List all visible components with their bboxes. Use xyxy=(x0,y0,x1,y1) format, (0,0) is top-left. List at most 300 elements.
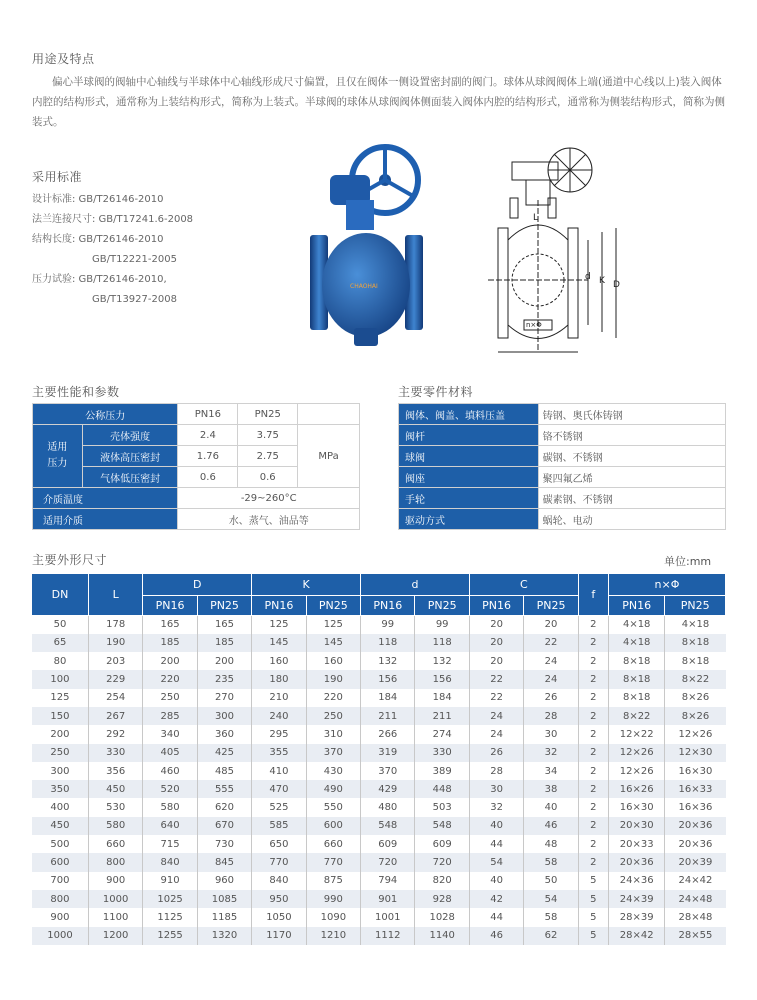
table-cell: 211 xyxy=(415,707,469,725)
table-cell: 12×26 xyxy=(608,744,664,762)
table-cell: 2 xyxy=(578,780,608,798)
table-cell: 20×39 xyxy=(665,853,726,871)
table-cell: 585 xyxy=(252,817,306,835)
table-cell: 530 xyxy=(88,798,142,816)
table-cell: 2 xyxy=(578,762,608,780)
table-cell: 2 xyxy=(578,707,608,725)
sub-pn16: PN16 xyxy=(252,595,306,615)
table-cell: 12×30 xyxy=(665,744,726,762)
table-cell: 20×33 xyxy=(608,835,664,853)
table-cell: 99 xyxy=(361,615,415,634)
table-cell: 2 xyxy=(578,817,608,835)
table-cell: 720 xyxy=(415,853,469,871)
part-material: 蜗轮、电动 xyxy=(538,509,725,530)
table-cell: 24 xyxy=(469,707,523,725)
table-cell: 38 xyxy=(524,780,578,798)
table-cell: 24 xyxy=(469,725,523,743)
table-cell: 8×22 xyxy=(608,707,664,725)
part-name: 阀杆 xyxy=(399,425,539,446)
table-cell: 165 xyxy=(143,615,197,634)
table-cell: 145 xyxy=(252,634,306,652)
sub-pn16: PN16 xyxy=(143,595,197,615)
standards-heading: 采用标准 xyxy=(32,170,83,184)
table-cell: 125 xyxy=(32,689,88,707)
table-cell: 356 xyxy=(88,762,142,780)
table-cell: 160 xyxy=(252,652,306,670)
table-row xyxy=(32,615,726,634)
table-cell: 1170 xyxy=(252,927,306,945)
table-cell: 58 xyxy=(524,908,578,926)
table-cell: 28×39 xyxy=(608,908,664,926)
table-cell: 44 xyxy=(469,908,523,926)
standard-line: GB/T13927-2008 xyxy=(92,294,177,305)
table-cell: 24×39 xyxy=(608,890,664,908)
table-cell: 48 xyxy=(524,835,578,853)
performance-table xyxy=(32,403,360,530)
table-cell: 200 xyxy=(32,725,88,743)
table-cell: 405 xyxy=(143,744,197,762)
table-cell: 715 xyxy=(143,835,197,853)
table-cell: 900 xyxy=(88,872,142,890)
table-row xyxy=(32,817,726,835)
part-material: 铬不锈钢 xyxy=(538,425,725,446)
part-name: 球阀 xyxy=(399,446,539,467)
table-cell: 2 xyxy=(578,634,608,652)
table-cell: 270 xyxy=(197,689,251,707)
valve-photo xyxy=(300,140,460,355)
table-cell: 210 xyxy=(252,689,306,707)
table-cell: 300 xyxy=(32,762,88,780)
table-cell: 185 xyxy=(197,634,251,652)
table-cell: 580 xyxy=(143,798,197,816)
part-material: 碳素钢、不锈钢 xyxy=(538,488,725,509)
table-cell: 100 xyxy=(32,670,88,688)
table-cell: 490 xyxy=(306,780,360,798)
table-cell: 180 xyxy=(252,670,306,688)
table-row xyxy=(32,780,726,798)
medium-temp-label: 介质温度 xyxy=(33,488,178,509)
table-cell: 235 xyxy=(197,670,251,688)
col-f: f xyxy=(578,574,608,615)
table-cell: 32 xyxy=(469,798,523,816)
table-cell: 34 xyxy=(524,762,578,780)
table-cell: 40 xyxy=(469,872,523,890)
table-cell: 125 xyxy=(306,615,360,634)
table-cell: 40 xyxy=(524,798,578,816)
table-cell: 470 xyxy=(252,780,306,798)
table-cell: 132 xyxy=(415,652,469,670)
table-cell: 700 xyxy=(32,872,88,890)
perf-cell: 3.75 xyxy=(238,425,298,446)
table-cell: 800 xyxy=(32,890,88,908)
table-cell: 274 xyxy=(415,725,469,743)
table-cell: 160 xyxy=(306,652,360,670)
table-cell: 448 xyxy=(415,780,469,798)
perf-cell: 0.6 xyxy=(238,467,298,488)
table-cell: 1028 xyxy=(415,908,469,926)
table-row xyxy=(32,853,726,871)
table-cell: 99 xyxy=(415,615,469,634)
table-cell: 770 xyxy=(252,853,306,871)
table-cell: 355 xyxy=(252,744,306,762)
table-cell: 250 xyxy=(32,744,88,762)
table-cell: 800 xyxy=(88,853,142,871)
drawing-label-l: L xyxy=(533,213,539,223)
table-cell: 8×18 xyxy=(681,655,710,667)
table-cell: 132 xyxy=(361,652,415,670)
table-cell: 370 xyxy=(361,762,415,780)
table-cell: 360 xyxy=(197,725,251,743)
col-dn: DN xyxy=(32,574,88,615)
table-cell: 80 xyxy=(32,652,88,670)
table-cell: 267 xyxy=(88,707,142,725)
table-cell: 410 xyxy=(252,762,306,780)
table-cell: 5 xyxy=(578,927,608,945)
table-cell: 32 xyxy=(524,744,578,762)
table-cell: 156 xyxy=(361,670,415,688)
standard-line: 结构长度: GB/T26146-2010 xyxy=(32,234,164,245)
table-cell: 46 xyxy=(524,817,578,835)
table-cell: 875 xyxy=(306,872,360,890)
table-cell: 22 xyxy=(524,634,578,652)
table-cell: 30 xyxy=(524,725,578,743)
table-cell: 118 xyxy=(361,634,415,652)
table-row xyxy=(32,890,726,908)
table-cell: 1001 xyxy=(361,908,415,926)
table-row xyxy=(32,689,726,707)
table-cell: 20 xyxy=(469,652,523,670)
table-cell: 203 xyxy=(88,652,142,670)
valve-drawing xyxy=(488,140,628,365)
part-material: 聚四氟乙烯 xyxy=(538,467,725,488)
table-cell: 794 xyxy=(361,872,415,890)
table-cell: 20 xyxy=(469,615,523,634)
table-cell: 28 xyxy=(524,707,578,725)
drawing-label-k: K xyxy=(599,276,605,286)
table-cell: 24×42 xyxy=(678,875,713,887)
table-cell: 2 xyxy=(578,689,608,707)
table-cell: 430 xyxy=(306,762,360,780)
sub-pn16: PN16 xyxy=(361,595,415,615)
table-row xyxy=(32,762,726,780)
table-cell: 20×36 xyxy=(608,853,664,871)
table-cell: 266 xyxy=(361,725,415,743)
sub-pn25: PN25 xyxy=(197,595,251,615)
table-cell: 460 xyxy=(143,762,197,780)
table-cell: 118 xyxy=(415,634,469,652)
table-cell: 28×42 xyxy=(608,927,664,945)
table-cell: 1085 xyxy=(197,890,251,908)
table-cell: 26 xyxy=(469,744,523,762)
table-cell: 450 xyxy=(32,817,88,835)
table-row xyxy=(32,634,726,652)
standard-line: 设计标准: GB/T26146-2010 xyxy=(32,194,164,205)
table-cell: 54 xyxy=(469,853,523,871)
table-cell: 295 xyxy=(252,725,306,743)
table-cell: 190 xyxy=(88,634,142,652)
table-cell: 820 xyxy=(415,872,469,890)
table-cell: 200 xyxy=(197,652,251,670)
table-cell: 1090 xyxy=(306,908,360,926)
table-cell: 2 xyxy=(578,652,608,670)
table-cell: 165 xyxy=(197,615,251,634)
table-cell: 330 xyxy=(88,744,142,762)
table-cell: 200 xyxy=(143,652,197,670)
medium-temp-value: -29~260°C xyxy=(178,488,360,509)
table-cell: 640 xyxy=(143,817,197,835)
nominal-pressure-label: 公称压力 xyxy=(33,404,178,425)
table-cell: 1320 xyxy=(197,927,251,945)
table-cell: 16×33 xyxy=(665,780,726,798)
table-cell: 1255 xyxy=(143,927,197,945)
table-cell: 54 xyxy=(524,890,578,908)
table-cell: 310 xyxy=(306,725,360,743)
dimensions-unit: 单位:mm xyxy=(664,555,712,568)
sub-pn25: PN25 xyxy=(524,595,578,615)
table-cell: 330 xyxy=(415,744,469,762)
table-cell: 370 xyxy=(306,744,360,762)
table-cell: 1210 xyxy=(306,927,360,945)
table-cell: 600 xyxy=(306,817,360,835)
table-cell: 503 xyxy=(415,798,469,816)
table-cell: 990 xyxy=(306,890,360,908)
table-cell: 660 xyxy=(88,835,142,853)
table-cell: 901 xyxy=(361,890,415,908)
table-row xyxy=(32,872,726,890)
table-cell: 1125 xyxy=(143,908,197,926)
table-cell: 16×36 xyxy=(678,802,713,814)
table-cell: 910 xyxy=(143,872,197,890)
table-row xyxy=(32,744,726,762)
table-cell: 960 xyxy=(197,872,251,890)
table-cell: 285 xyxy=(143,707,197,725)
table-cell: 40 xyxy=(469,817,523,835)
parts-table xyxy=(398,403,726,530)
col-d-big: D xyxy=(143,574,252,595)
table-cell: 720 xyxy=(361,853,415,871)
sub-pn16: PN16 xyxy=(469,595,523,615)
table-cell: 928 xyxy=(415,890,469,908)
table-cell: 20×36 xyxy=(678,838,713,850)
table-cell: 609 xyxy=(361,835,415,853)
table-cell: 24×48 xyxy=(665,890,726,908)
table-cell: 555 xyxy=(197,780,251,798)
table-cell: 20×36 xyxy=(665,817,726,835)
table-cell: 770 xyxy=(306,853,360,871)
performance-heading: 主要性能和参数 xyxy=(32,385,120,399)
table-cell: 650 xyxy=(252,835,306,853)
table-cell: 1140 xyxy=(415,927,469,945)
part-material: 碳钢、不锈钢 xyxy=(538,446,725,467)
table-row xyxy=(32,927,726,945)
table-cell: 1100 xyxy=(88,908,142,926)
table-cell: 2 xyxy=(578,615,608,634)
table-cell: 450 xyxy=(88,780,142,798)
perf-row-label: 液体高压密封 xyxy=(82,446,178,467)
part-name: 阀座 xyxy=(399,467,539,488)
col-k: K xyxy=(252,574,361,595)
table-cell: 4×18 xyxy=(608,634,664,652)
table-cell: 480 xyxy=(361,798,415,816)
table-cell: 8×18 xyxy=(608,670,664,688)
table-cell: 2 xyxy=(578,853,608,871)
table-cell: 20 xyxy=(469,634,523,652)
part-name: 阀体、阀盖、填料压盖 xyxy=(399,404,539,425)
table-cell: 24×36 xyxy=(608,872,664,890)
table-cell: 1000 xyxy=(32,927,88,945)
table-cell: 28×48 xyxy=(678,911,713,923)
table-cell: 28 xyxy=(469,762,523,780)
table-cell: 319 xyxy=(361,744,415,762)
table-cell: 28×55 xyxy=(665,927,726,945)
table-cell: 44 xyxy=(469,835,523,853)
table-cell: 4×18 xyxy=(608,615,664,634)
test-pressure-group: 适用 压力 xyxy=(33,425,83,488)
drawing-label-d: d xyxy=(585,272,591,282)
table-cell: 292 xyxy=(88,725,142,743)
table-cell: 178 xyxy=(88,615,142,634)
table-cell: 8×18 xyxy=(608,652,664,670)
table-cell: 26 xyxy=(524,689,578,707)
table-cell: 12×22 xyxy=(608,725,664,743)
perf-cell: 0.6 xyxy=(178,467,238,488)
perf-cell: 1.76 xyxy=(178,446,238,467)
sub-pn25: PN25 xyxy=(665,595,726,615)
table-cell: 840 xyxy=(143,853,197,871)
table-cell: 548 xyxy=(415,817,469,835)
table-cell: 1025 xyxy=(143,890,197,908)
table-row xyxy=(32,835,726,853)
table-cell: 300 xyxy=(197,707,251,725)
table-cell: 400 xyxy=(32,798,88,816)
table-cell: 220 xyxy=(143,670,197,688)
table-cell: 548 xyxy=(361,817,415,835)
table-cell: 900 xyxy=(32,908,88,926)
table-cell: 670 xyxy=(197,817,251,835)
drawing-label-big-d: D xyxy=(613,280,620,290)
table-cell: 620 xyxy=(197,798,251,816)
parts-heading: 主要零件材料 xyxy=(398,385,474,399)
table-cell: 190 xyxy=(306,670,360,688)
uses-paragraph: 偏心半球阀的阀轴中心轴线与半球体中心轴线形成尺寸偏置，且仅在阀体一侧设置密封副的阀门。球体从球阀阀体上端(通道中心线以上)装入阀体内腔的结构形式，通常称为上装结构形式，简称为上装式。半球阀的球体从球阀阀体侧面装入阀体内腔的结构形式，通常称为侧装结构形式，简称为侧装式。 xyxy=(32,76,725,128)
table-cell: 600 xyxy=(32,853,88,871)
table-cell: 185 xyxy=(143,634,197,652)
table-cell: 525 xyxy=(252,798,306,816)
table-cell: 156 xyxy=(415,670,469,688)
table-row xyxy=(32,908,726,926)
table-cell: 22 xyxy=(469,689,523,707)
table-cell: 500 xyxy=(32,835,88,853)
perf-row-label: 气体低压密封 xyxy=(82,467,178,488)
table-cell: 1200 xyxy=(88,927,142,945)
perf-pn25-header: PN25 xyxy=(238,404,298,425)
table-cell: 950 xyxy=(252,890,306,908)
table-cell: 1185 xyxy=(197,908,251,926)
perf-cell: 2.75 xyxy=(238,446,298,467)
table-cell: 24 xyxy=(524,652,578,670)
table-cell: 229 xyxy=(88,670,142,688)
table-cell: 184 xyxy=(415,689,469,707)
table-cell: 8×26 xyxy=(665,707,726,725)
dimensions-body xyxy=(32,615,726,945)
col-nphi: n×Φ xyxy=(608,574,725,595)
table-cell: 42 xyxy=(469,890,523,908)
table-cell: 5 xyxy=(578,890,608,908)
table-row xyxy=(32,652,726,670)
perf-cell: 2.4 xyxy=(178,425,238,446)
table-cell: 425 xyxy=(197,744,251,762)
table-cell: 1000 xyxy=(88,890,142,908)
col-d-small: d xyxy=(361,574,470,595)
part-name: 驱动方式 xyxy=(399,509,539,530)
table-cell: 609 xyxy=(415,835,469,853)
drawing-label-nphi: n×Φ xyxy=(526,321,542,329)
table-row xyxy=(32,670,726,688)
table-cell: 429 xyxy=(361,780,415,798)
table-cell: 350 xyxy=(32,780,88,798)
table-cell: 184 xyxy=(361,689,415,707)
table-cell: 8×18 xyxy=(608,689,664,707)
table-cell: 730 xyxy=(197,835,251,853)
table-cell: 845 xyxy=(197,853,251,871)
part-material: 铸钢、奥氏体铸钢 xyxy=(538,404,725,425)
standard-line: 压力试验: GB/T26146-2010, xyxy=(32,274,167,285)
table-cell: 250 xyxy=(306,707,360,725)
table-cell: 22 xyxy=(469,670,523,688)
table-cell: 840 xyxy=(252,872,306,890)
table-cell: 211 xyxy=(361,707,415,725)
perf-unit: MPa xyxy=(298,425,360,488)
table-cell: 145 xyxy=(306,634,360,652)
table-cell: 4×18 xyxy=(681,619,710,631)
dimensions-table xyxy=(32,574,726,945)
table-cell: 485 xyxy=(197,762,251,780)
medium-label: 适用介质 xyxy=(33,509,178,530)
col-c: C xyxy=(469,574,578,595)
table-cell: 2 xyxy=(578,670,608,688)
table-cell: 660 xyxy=(306,835,360,853)
table-row xyxy=(32,725,726,743)
table-cell: 12×26 xyxy=(678,728,713,740)
table-cell: 8×18 xyxy=(665,634,726,652)
table-cell: 550 xyxy=(306,798,360,816)
table-cell: 20 xyxy=(524,615,578,634)
table-cell: 220 xyxy=(306,689,360,707)
medium-value: 水、蒸气、油品等 xyxy=(178,509,360,530)
standard-line: 法兰连接尺寸: GB/T17241.6-2008 xyxy=(32,214,194,225)
table-cell: 2 xyxy=(578,835,608,853)
table-cell: 8×22 xyxy=(665,670,726,688)
table-cell: 580 xyxy=(88,817,142,835)
table-cell: 1112 xyxy=(361,927,415,945)
table-cell: 2 xyxy=(578,725,608,743)
part-name: 手轮 xyxy=(399,488,539,509)
uses-heading: 用途及特点 xyxy=(32,52,95,66)
table-cell: 62 xyxy=(524,927,578,945)
dimensions-heading: 主要外形尺寸 xyxy=(32,553,108,567)
table-cell: 50 xyxy=(32,615,88,634)
table-cell: 65 xyxy=(32,634,88,652)
table-cell: 58 xyxy=(524,853,578,871)
table-cell: 5 xyxy=(578,908,608,926)
table-cell: 50 xyxy=(524,872,578,890)
table-cell: 250 xyxy=(143,689,197,707)
table-cell: 24 xyxy=(524,670,578,688)
table-cell: 340 xyxy=(143,725,197,743)
valve-brand: CHAOHAI xyxy=(350,283,378,290)
table-row xyxy=(32,707,726,725)
perf-row-label: 壳体强度 xyxy=(82,425,178,446)
